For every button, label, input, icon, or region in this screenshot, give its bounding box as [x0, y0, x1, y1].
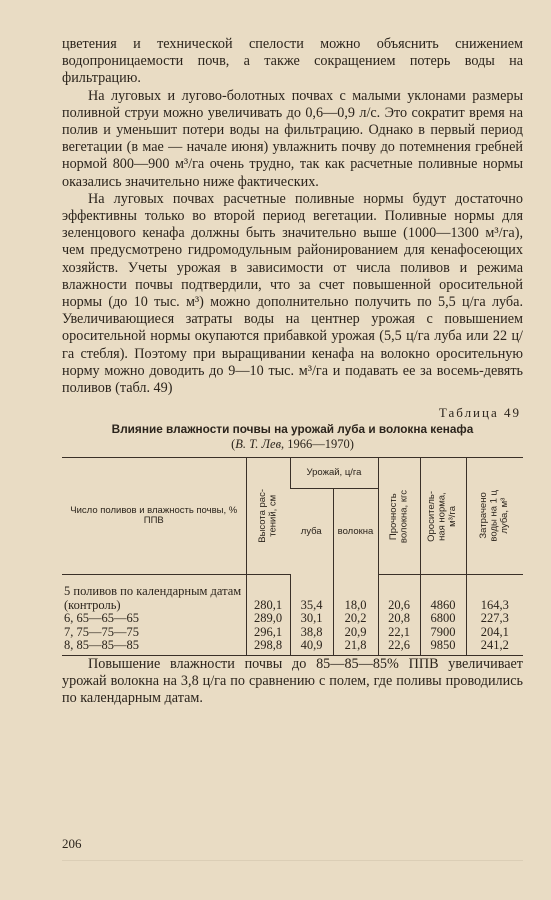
- cell-irrigation: 9850: [420, 639, 466, 655]
- cell-height: 280,1: [246, 575, 290, 613]
- cell-fiber: 20,2: [333, 612, 378, 626]
- data-table: [62, 457, 523, 656]
- cell-strength: 20,8: [378, 612, 420, 626]
- header-height: Высота рас- тений, см: [246, 458, 290, 575]
- cell-height: 289,0: [246, 612, 290, 626]
- header-yield: Урожай, ц/га: [290, 458, 378, 489]
- header-bast: луба: [300, 525, 322, 537]
- cell-irrigation: 4860: [420, 575, 466, 613]
- cell-water: 204,1: [466, 626, 523, 640]
- cell-height: 296,1: [246, 626, 290, 640]
- cell-height: 298,8: [246, 639, 290, 655]
- table-title: Влияние влажности почвы на урожай луба и волокна кенафа: [111, 422, 474, 437]
- cell-water: 241,2: [466, 639, 523, 655]
- paragraph-after-table: Повышение влажности почвы до 85—85—85% ППВ увеличивает урожай волокна на 3,8 ц/га по сравнению с полем, где поливы проводились по календарным датам.: [62, 655, 523, 707]
- table-source-author: В. Т. Лев: [235, 437, 281, 452]
- cell-bast: 35,4: [290, 575, 333, 613]
- header-fiber: волокна: [333, 489, 378, 575]
- page-edge-shade: [62, 860, 523, 861]
- cell-fiber: 20,9: [333, 626, 378, 640]
- cell-water: 164,3: [466, 575, 523, 613]
- table-row: [62, 639, 523, 655]
- header-water: Затрачено воды на 1 ц луба, м³: [466, 458, 523, 575]
- row-label: 5 поливов по календарным датам (контроль): [64, 584, 242, 612]
- header-strength: Прочность волокна, кгс: [378, 458, 420, 575]
- cell-water: 227,3: [466, 612, 523, 626]
- cell-bast: 30,1: [290, 612, 333, 626]
- header-irrigation: Ороситель- ная норма, м³/га: [420, 458, 466, 575]
- cell-strength: 20,6: [378, 575, 420, 613]
- table-row: [62, 626, 523, 640]
- row-label: 7, 75—75—75: [64, 624, 139, 639]
- table-source: (В. Т. Лев, 1966—1970): [231, 437, 354, 452]
- header-moisture: Число поливов и влажность почвы, % ППВ: [62, 458, 246, 575]
- paragraph-3: На луговых почвах расчетные поливные нормы будут достаточно эффективны только во второй период вегетации. Поливные нормы для зеленцового кенафа должны быть значительно выше (1000—1300 м³/га), чем предусмотрено гидромодульным районированием для кенафосеющих хозяйств. Учеты урожая в зависимости от числа поливов и режима влажности почвы подтвердили, что за счет повышенной оросительной нормы (до 10 тыс. м³) можно дополнительно получить по 5,5 ц/га луба. Увеличивающиеся затраты воды на центнер урожая с повышением оросительной нормы окупаются прибавкой урожая (5,5 ц/га луба или 22 ц/га стебля). Поэтому при выращивании кенафа на волокно оросительную норму можно доводить до 9—10 тыс. м³/га и подавать ее за восемь-девять поливов (табл. 49): [62, 190, 523, 397]
- cell-bast: 38,8: [290, 626, 333, 640]
- table-row: [62, 575, 523, 613]
- page-number: 206: [62, 836, 82, 851]
- table-row: [62, 612, 523, 626]
- row-label: 6, 65—65—65: [64, 611, 139, 626]
- cell-strength: 22,6: [378, 639, 420, 655]
- cell-fiber: 21,8: [333, 639, 378, 655]
- paragraph-1: цветения и технической спелости можно объяснить снижением водопроницаемости почв, а также сокращением потерь воды на фильтрацию.: [62, 36, 523, 87]
- cell-irrigation: 7900: [420, 626, 466, 640]
- paragraph-2: На луговых и лугово-болотных почвах с малыми уклонами размеры поливной струи можно увеличивать до 0,6—0,9 л/с. Это сократит время на полив и уменьшит потери воды на фильтрацию. Однако в первый период вегетации (в мае — начале июня) увлажнить почву до потемнения гребней нормой 800—900 м³/га очень трудно, так как расчетные поливные нормы оказались значительно ниже фактических.: [62, 87, 523, 190]
- row-label: 8, 85—85—85: [64, 638, 139, 653]
- cell-irrigation: 6800: [420, 612, 466, 626]
- cell-bast: 40,9: [290, 639, 333, 655]
- table-source-years: , 1966—1970): [281, 437, 354, 452]
- table-caption: Таблица 49: [438, 405, 521, 421]
- cell-fiber: 18,0: [333, 575, 378, 613]
- cell-strength: 22,1: [378, 626, 420, 640]
